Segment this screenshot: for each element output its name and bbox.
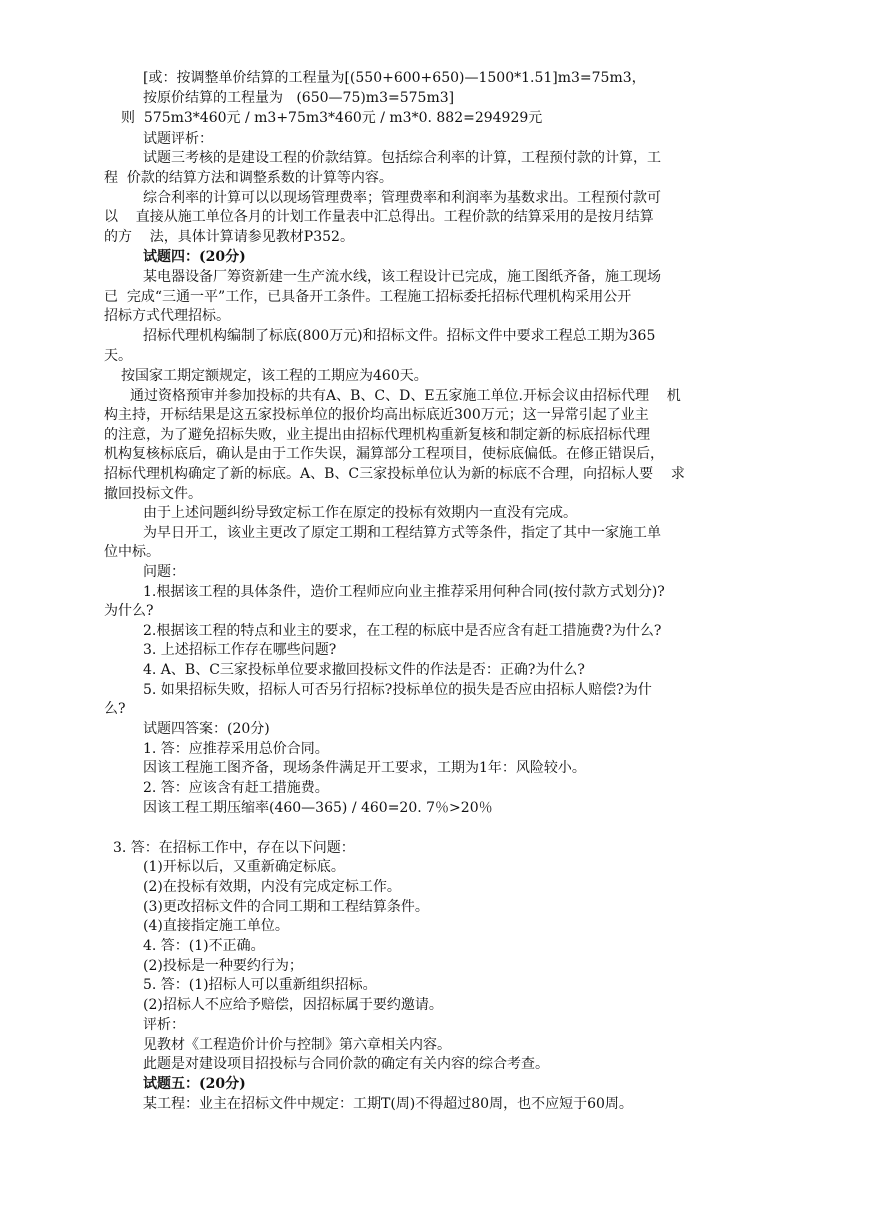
text-line: 按原价结算的工程量为 (650—75)m3=575m3] bbox=[143, 90, 455, 106]
text-line: 么? bbox=[104, 701, 126, 717]
text-line: 招标代理机构确定了新的标底。A、B、C三家投标单位认为新的标底不合理，向招标人要 求 bbox=[104, 466, 685, 482]
text-line: 某电器设备厂筹资新建一生产流水线，该工程设计已完成，施工图纸齐备，施工现场 bbox=[143, 269, 661, 285]
text-line: 因该工程工期压缩率(460—365) / 460=20. 7％>20％ bbox=[143, 800, 493, 816]
text-line: 的方 法，具体计算请参见教材P352。 bbox=[104, 229, 354, 245]
text-line: 问题： bbox=[143, 564, 185, 580]
text-line: 由于上述问题纠纷导致定标工作在原定的投标有效期内一直没有完成。 bbox=[143, 505, 577, 521]
text-line: 撤回投标文件。 bbox=[104, 486, 202, 502]
text-line: (3)更改招标文件的合同工期和工程结算条件。 bbox=[143, 899, 429, 915]
text-line: 某工程：业主在招标文件中规定：工期T(周)不得超过80周，也不应短于60周。 bbox=[143, 1096, 633, 1112]
text-line: (2)在投标有效期，内没有完成定标工作。 bbox=[143, 879, 401, 895]
text-line: 综合利率的计算可以以现场管理费率；管理费率和利润率为基数求出。工程预付款可 bbox=[143, 190, 661, 206]
text-line: 2.根据该工程的特点和业主的要求，在工程的标底中是否应含有赶工措施费?为什么? bbox=[143, 623, 662, 639]
text-line: 3. 答：在招标工作中，存在以下问题： bbox=[113, 840, 355, 856]
text-line: 的注意，为了避免招标失败，业主提出由招标代理机构重新复核和制定新的标底招标代理 bbox=[104, 427, 650, 443]
text-line: 4. A、B、C三家投标单位要求撤回投标文件的作法是否：正确?为什么? bbox=[143, 662, 585, 678]
text-line: 则 575m3*460元 / m3+75m3*460元 / m3*0. 882=294929元 bbox=[121, 110, 543, 126]
section-heading: 试题四：(20分) bbox=[143, 249, 246, 265]
text-line: (2)招标人不应给予赔偿，因招标属于要约邀请。 bbox=[143, 997, 443, 1013]
text-line: (2)投标是一种要约行为； bbox=[143, 958, 303, 974]
section-heading: 试题五：(20分) bbox=[143, 1076, 246, 1092]
text-line: 为早日开工，该业主更改了原定工期和工程结算方式等条件，指定了其中一家施工单 bbox=[143, 525, 661, 541]
text-line: 已 完成“三通一平”工作，已具备开工条件。工程施工招标委托招标代理机构采用公开 bbox=[104, 289, 632, 305]
text-line: 此题是对建设项目招投标与合同价款的确定有关内容的综合考查。 bbox=[143, 1056, 549, 1072]
text-line: 评析： bbox=[143, 1017, 185, 1033]
text-line: 位中标。 bbox=[104, 544, 160, 560]
text-line: (1)开标以后，又重新确定标底。 bbox=[143, 859, 345, 875]
text-line: 4. 答：(1)不正确。 bbox=[143, 938, 265, 954]
text-line: 天。 bbox=[104, 348, 132, 364]
text-line: (4)直接指定施工单位。 bbox=[143, 918, 289, 934]
text-line: 1.根据该工程的具体条件，造价工程师应向业主推荐采用何种合同(按付款方式划分)? bbox=[143, 584, 665, 600]
text-line: 招标方式代理招标。 bbox=[104, 308, 230, 324]
text-line: 因该工程施工图齐备，现场条件满足开工要求，工期为1年：风险较小。 bbox=[143, 760, 586, 776]
text-line: 以 直接从施工单位各月的计划工作量表中汇总得出。工程价款的结算采用的是按月结算 bbox=[104, 209, 654, 225]
text-line: 1. 答：应推荐采用总价合同。 bbox=[143, 741, 329, 757]
text-line: 招标代理机构编制了标底(800万元)和招标文件。招标文件中要求工程总工期为365 bbox=[143, 328, 656, 344]
text-line: 通过资格预审并参加投标的共有A、B、C、D、E五家施工单位.开标会议由招标代理 机 bbox=[130, 388, 681, 404]
text-line: 3. 上述招标工作存在哪些问题? bbox=[143, 642, 337, 658]
text-line: 试题三考核的是建设工程的价款结算。包括综合利率的计算，工程预付款的计算，工 bbox=[143, 150, 661, 166]
text-line: [或：按调整单价结算的工程量为[(550+600+650)—1500*1.51]m3=75m3， bbox=[143, 70, 646, 86]
text-line: 构主持，开标结果是这五家投标单位的报价均高出标底近300万元；这一异常引起了业主 bbox=[104, 407, 649, 423]
text-line: 为什么? bbox=[104, 603, 154, 619]
text-line: 2. 答：应该含有赶工措施费。 bbox=[143, 780, 329, 796]
text-line: 试题评析： bbox=[143, 131, 213, 147]
text-line: 按国家工期定额规定，该工程的工期应为460天。 bbox=[121, 368, 428, 384]
text-line: 机构复核标底后，确认是由于工作失误，漏算部分工程项目，使标底偏低。在修正错误后， bbox=[104, 446, 664, 462]
text-line: 试题四答案：(20分) bbox=[143, 721, 270, 737]
text-line: 程 价款的结算方法和调整系数的计算等内容。 bbox=[104, 170, 393, 186]
text-line: 5. 答：(1)招标人可以重新组织招标。 bbox=[143, 977, 377, 993]
text-line: 5. 如果招标失败，招标人可否另行招标?投标单位的损失是否应由招标人赔偿?为什 bbox=[143, 682, 652, 698]
text-line: 见教材《工程造价计价与控制》第六章相关内容。 bbox=[143, 1037, 451, 1053]
